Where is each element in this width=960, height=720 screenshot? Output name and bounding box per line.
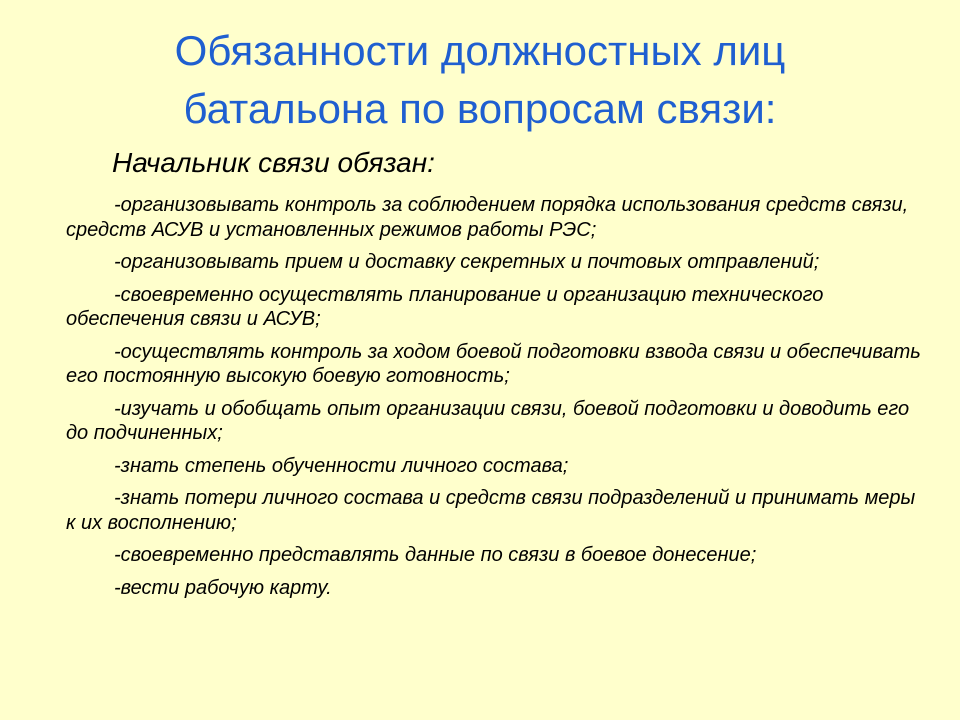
duty-item: -знать степень обученности личного состава; [114,454,569,477]
slide-title-line-2: батальона по вопросам связи: [183,85,777,132]
slide-title [80,22,880,138]
duty-item: -изучать и обобщать опыт организации связи, боевой подготовки и доводить его до подчиненных; [66,397,910,444]
slide-title-line-1: Обязанности должностных лиц [174,27,786,74]
duty-item: -вести рабочую карту. [114,576,332,599]
slide-subtitle: Начальник связи обязан: [112,147,435,178]
duty-item: -организовывать контроль за соблюдением порядка использования средств связи, средств АСУВ и установленных режимов работы РЭС; [66,194,909,241]
duty-item: -своевременно представлять данные по связи в боевое донесение; [114,544,757,566]
duty-item: -осуществлять контроль за ходом боевой подготовки взвода связи и обеспечивать его постоянную высокую боевую готовность; [66,340,921,387]
duties-list [66,193,926,608]
duty-item: -своевременно осуществлять планирование и организацию технического обеспечения связи и АСУВ; [66,283,824,330]
duty-item: -знать потери личного состава и средств связи подразделений и принимать меры к их восполнению; [66,487,916,534]
duty-item: -организовывать прием и доставку секретных и почтовых отправлений; [114,251,820,273]
